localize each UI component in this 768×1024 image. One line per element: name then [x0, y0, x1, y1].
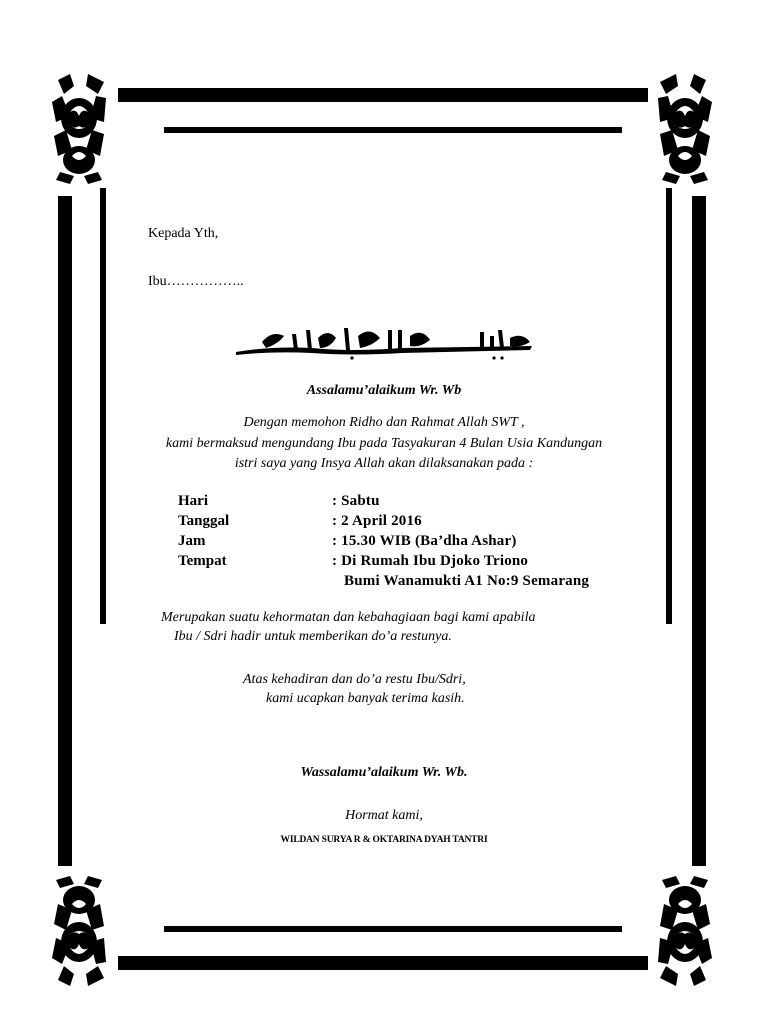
detail-label: Tanggal: [178, 513, 230, 529]
recipient-name: Ibu……………..: [148, 274, 244, 289]
intro-line-3: istri saya yang Insya Allah akan dilaksanakan pada :: [234, 456, 534, 471]
frame-bottom-thin-bar: [164, 926, 622, 932]
frame-left-thin-bar: [100, 188, 106, 624]
honor-line-1: Merupakan suatu kehormatan dan kebahagiaan bagi kami apabila: [161, 610, 536, 625]
frame-top-thick-bar: [118, 88, 648, 102]
corner-rose-ornament-icon: [654, 876, 716, 988]
recipient-greeting: Kepada Yth,: [148, 226, 219, 241]
honor-line-2: Ibu / Sdri hadir untuk memberikan do’a restunya.: [174, 629, 452, 644]
thanks-line-2: kami ucapkan banyak terima kasih.: [266, 691, 465, 706]
frame-bottom-thick-bar: [118, 956, 648, 970]
detail-value: : 15.30 WIB (Ba’dha Ashar): [332, 533, 517, 549]
closing-salam: Wassalamu’alaikum Wr. Wb.: [300, 765, 468, 780]
corner-rose-ornament-icon: [654, 72, 716, 184]
detail-label: Hari: [178, 493, 208, 509]
intro-line-2: kami bermaksud mengundang Ibu pada Tasyakuran 4 Bulan Usia Kandungan: [165, 436, 603, 451]
signoff: Hormat kami,: [345, 808, 423, 823]
corner-rose-ornament-icon: [48, 72, 110, 184]
frame-right-thin-bar: [666, 188, 672, 624]
detail-value: : Sabtu: [332, 493, 380, 509]
signatories: WILDAN SURYA R & OKTARINA DYAH TANTRI: [280, 835, 488, 845]
frame-top-thin-bar: [164, 127, 622, 133]
detail-value: : 2 April 2016: [332, 513, 422, 529]
thanks-line-1: Atas kehadiran dan do’a restu Ibu/Sdri,: [243, 672, 466, 687]
detail-value: : Di Rumah Ibu Djoko Triono: [332, 553, 529, 569]
intro-line-1: Dengan memohon Ridho dan Rahmat Allah SWT ,: [243, 415, 525, 430]
corner-rose-ornament-icon: [48, 876, 110, 988]
address-line-2: Bumi Wanamukti A1 No:9 Semarang: [344, 573, 590, 589]
opening-salam: Assalamu’alaikum Wr. Wb: [306, 383, 462, 398]
detail-label: Tempat: [178, 553, 227, 569]
detail-label: Jam: [178, 533, 206, 549]
bismillah-calligraphy-icon: [232, 322, 534, 362]
